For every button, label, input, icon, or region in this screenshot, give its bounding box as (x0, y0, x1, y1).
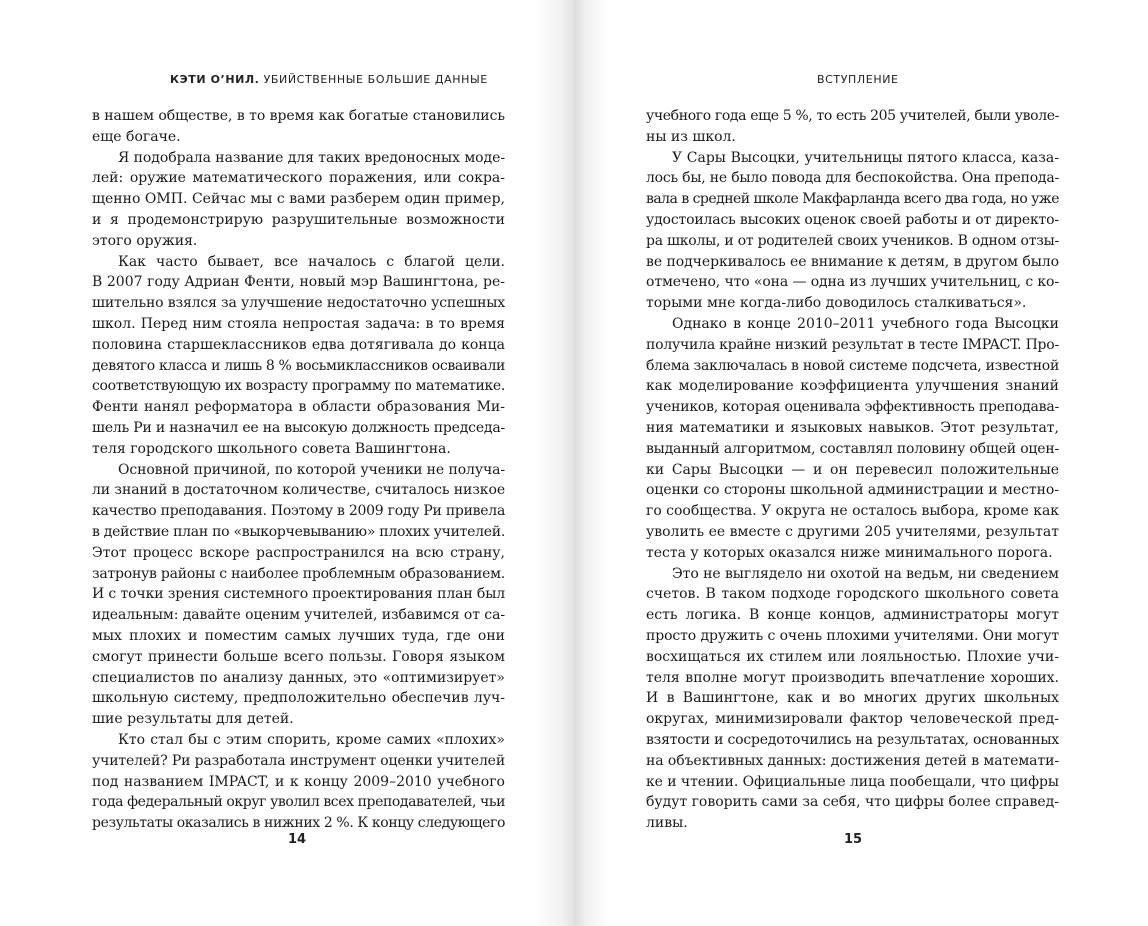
text-line: учеников, которая оценивала эффективность преподава- (646, 399, 1059, 416)
text-line: ния математики и языковых навыков. Этот результат, (646, 419, 1059, 436)
text-line: в нашем обществе, в то время как богатые становились (92, 108, 506, 124)
text-line: отмечено, что «она — одна из лучших учительниц, с ко- (646, 274, 1059, 291)
text-line: есть логика. В конце концов, администраторы могут (646, 607, 1059, 624)
text-line: Этот процесс вскоре распространился на всю страну, (92, 544, 505, 561)
text-line: под названием IMPACT, и к концу 2009–2010 учебного (92, 773, 505, 790)
text-line: школьную систему, предположительно обеспечив луч- (92, 690, 505, 707)
text-line: Кто стал бы с этим спорить, кроме самих «плохих» (118, 731, 505, 748)
text-line: Основной причиной, по которой ученики не получа- (118, 461, 505, 478)
text-line: И в Вашингтоне, как и во многих других школьных (646, 690, 1059, 707)
text-line: Однако в конце 2010–2011 учебного года Высоцки (672, 315, 1059, 332)
text-line: соответствующую их возрасту программу по математике. (92, 378, 505, 395)
header-chapter-title: ВСТУПЛЕНИЕ (817, 73, 899, 86)
text-line: В 2007 году Адриан Фенти, новый мэр Вашингтона, ре- (92, 274, 505, 291)
text-line: на объективных данных: достижения детей в математи- (646, 752, 1059, 769)
text-line: просто дружить с очень плохими учителями. Они могут (646, 627, 1059, 644)
text-line: ке и чтении. Официальные лица пообещали, что цифры (646, 773, 1060, 790)
text-line: школ. Перед ним стояла непростая задача: в то время (92, 315, 505, 332)
text-line: шель Ри и назначил ее на высокую должность председа- (92, 419, 505, 436)
text-line: округах, минимизировали фактор человеческой пред- (646, 711, 1059, 728)
text-line: го сообщества. У округа не осталось выбора, кроме как (646, 503, 1060, 520)
text-line: учебного года еще 5 %, то есть 205 учителей, были уволе- (646, 108, 1060, 124)
text-line: удостоилась высоких оценок своей работы и от директо- (646, 211, 1060, 228)
text-line: Я подобрала название для таких вредоносных моде- (118, 149, 505, 166)
text-line: будут говорить сами за себя, что цифры более справед- (646, 794, 1059, 811)
text-line: Как часто бывает, все началось с благой цели. (118, 253, 505, 270)
text-line: теста у которых оказался ниже минимального порога. (646, 544, 1053, 561)
text-line: года федеральный округ уволил всех преподавателей, чьи (92, 794, 505, 811)
text-line: ве подчеркивалось ее внимание к детям, в другом было (646, 253, 1060, 270)
text-line: девятого класса и лишь 8 % восьмиклассников осваивали (92, 357, 505, 374)
running-head-left (170, 73, 488, 86)
text-line: оценки со стороны школьной администрации и местно- (646, 482, 1059, 499)
text-line: ки Сары Высоцки — и он перевесил положительные (646, 461, 1059, 478)
body-text-left (92, 106, 505, 834)
text-line: ливы. (646, 815, 688, 832)
text-line: теля городского школьного совета Вашингтона. (92, 440, 451, 457)
text-line: выданный алгоритмом, составлял половину общей оцен- (646, 440, 1059, 457)
text-line: щенно ОМП. Сейчас мы с вами разберем один пример, (92, 191, 505, 208)
text-line: уволить ее вместе с другими 205 учителями, результат (646, 523, 1059, 540)
text-line: шительно взялся за улучшение недостаточно успешных (92, 295, 505, 312)
body-text-right (646, 106, 1059, 834)
text-line: мых плохих и поместим самых лучших туда, где они (92, 627, 505, 644)
text-line: блема заключалась в новой системе подсчета, известной (646, 357, 1060, 374)
text-line: восхищаться их стилем или лояльностью. Плохие учи- (646, 648, 1059, 665)
text-line: взятости и сосредоточились на результатах, основанных (646, 731, 1059, 748)
text-line: ра школы, и от родителей своих учеников. В одном отзы- (646, 232, 1059, 249)
text-line: и я продемонстрирую разрушительные возможности (92, 211, 505, 228)
text-line: смогут принести больше всего пользы. Говоря языком (92, 648, 505, 665)
text-line: результаты оказались в нижних 2 %. К концу следующего (92, 815, 505, 832)
text-line: теля вполне могут производить впечатление хороших. (646, 669, 1059, 686)
text-line: Это не выглядело ни охотой на ведьм, ни сведением (672, 565, 1059, 582)
text-line: качество преподавания. Поэтому в 2009 году Ри привела (92, 503, 506, 520)
page-number-left: 14 (288, 832, 307, 847)
text-line: лей: оружие математического поражения, или сокра- (92, 170, 505, 187)
text-line: получила крайне низкий результат в тесте IMPACT. Про- (646, 336, 1060, 353)
text-line: специалистов по анализу данных, это «оптимизирует» (92, 669, 505, 686)
text-line: счетов. В таком подходе городского школьного совета (646, 586, 1059, 603)
text-line: лось бы, не было повода для беспокойства. Она препода- (646, 170, 1059, 187)
text-line: торыми мне когда-либо доводилось сталкиваться». (646, 295, 1027, 312)
text-line: вала в средней школе Макфарланда всего два года, но уже (646, 191, 1059, 208)
text-line: как моделирование коэффициента улучшения знаний (646, 378, 1059, 395)
text-line: У Сары Высоцки, учительницы пятого класса, каза- (672, 149, 1059, 166)
text-line: ны из школ. (646, 128, 736, 145)
text-line: затронув районы с наиболее проблемным образованием. (92, 565, 505, 582)
text-line: ли знаний в достаточном количестве, считалось низкое (92, 482, 506, 499)
text-line: Фенти нанял реформатора в области образования Ми- (92, 399, 505, 416)
text-line: еще богаче. (92, 128, 181, 145)
text-line: этого оружия. (92, 232, 198, 249)
text-line: идеальным: давайте оценим учителей, избавимся от са- (92, 607, 505, 624)
running-head-right (817, 73, 899, 86)
header-book-title: УБИЙСТВЕННЫЕ БОЛЬШИЕ ДАННЫЕ (263, 73, 488, 86)
text-line: И с точки зрения системного проектирования план был (92, 586, 505, 603)
text-line: половина старшеклассников едва дотягивала до конца (92, 336, 505, 353)
text-line: в действие план по «выкорчевыванию» плохих учителей. (92, 523, 506, 540)
header-author: КЭТИ О’НИЛ. (170, 73, 260, 86)
text-line: шие результаты для детей. (92, 711, 294, 728)
page-number-right: 15 (844, 832, 863, 847)
text-line: учителей? Ри разработала инструмент оценки учителей (92, 752, 506, 769)
right-page (574, 0, 1148, 926)
